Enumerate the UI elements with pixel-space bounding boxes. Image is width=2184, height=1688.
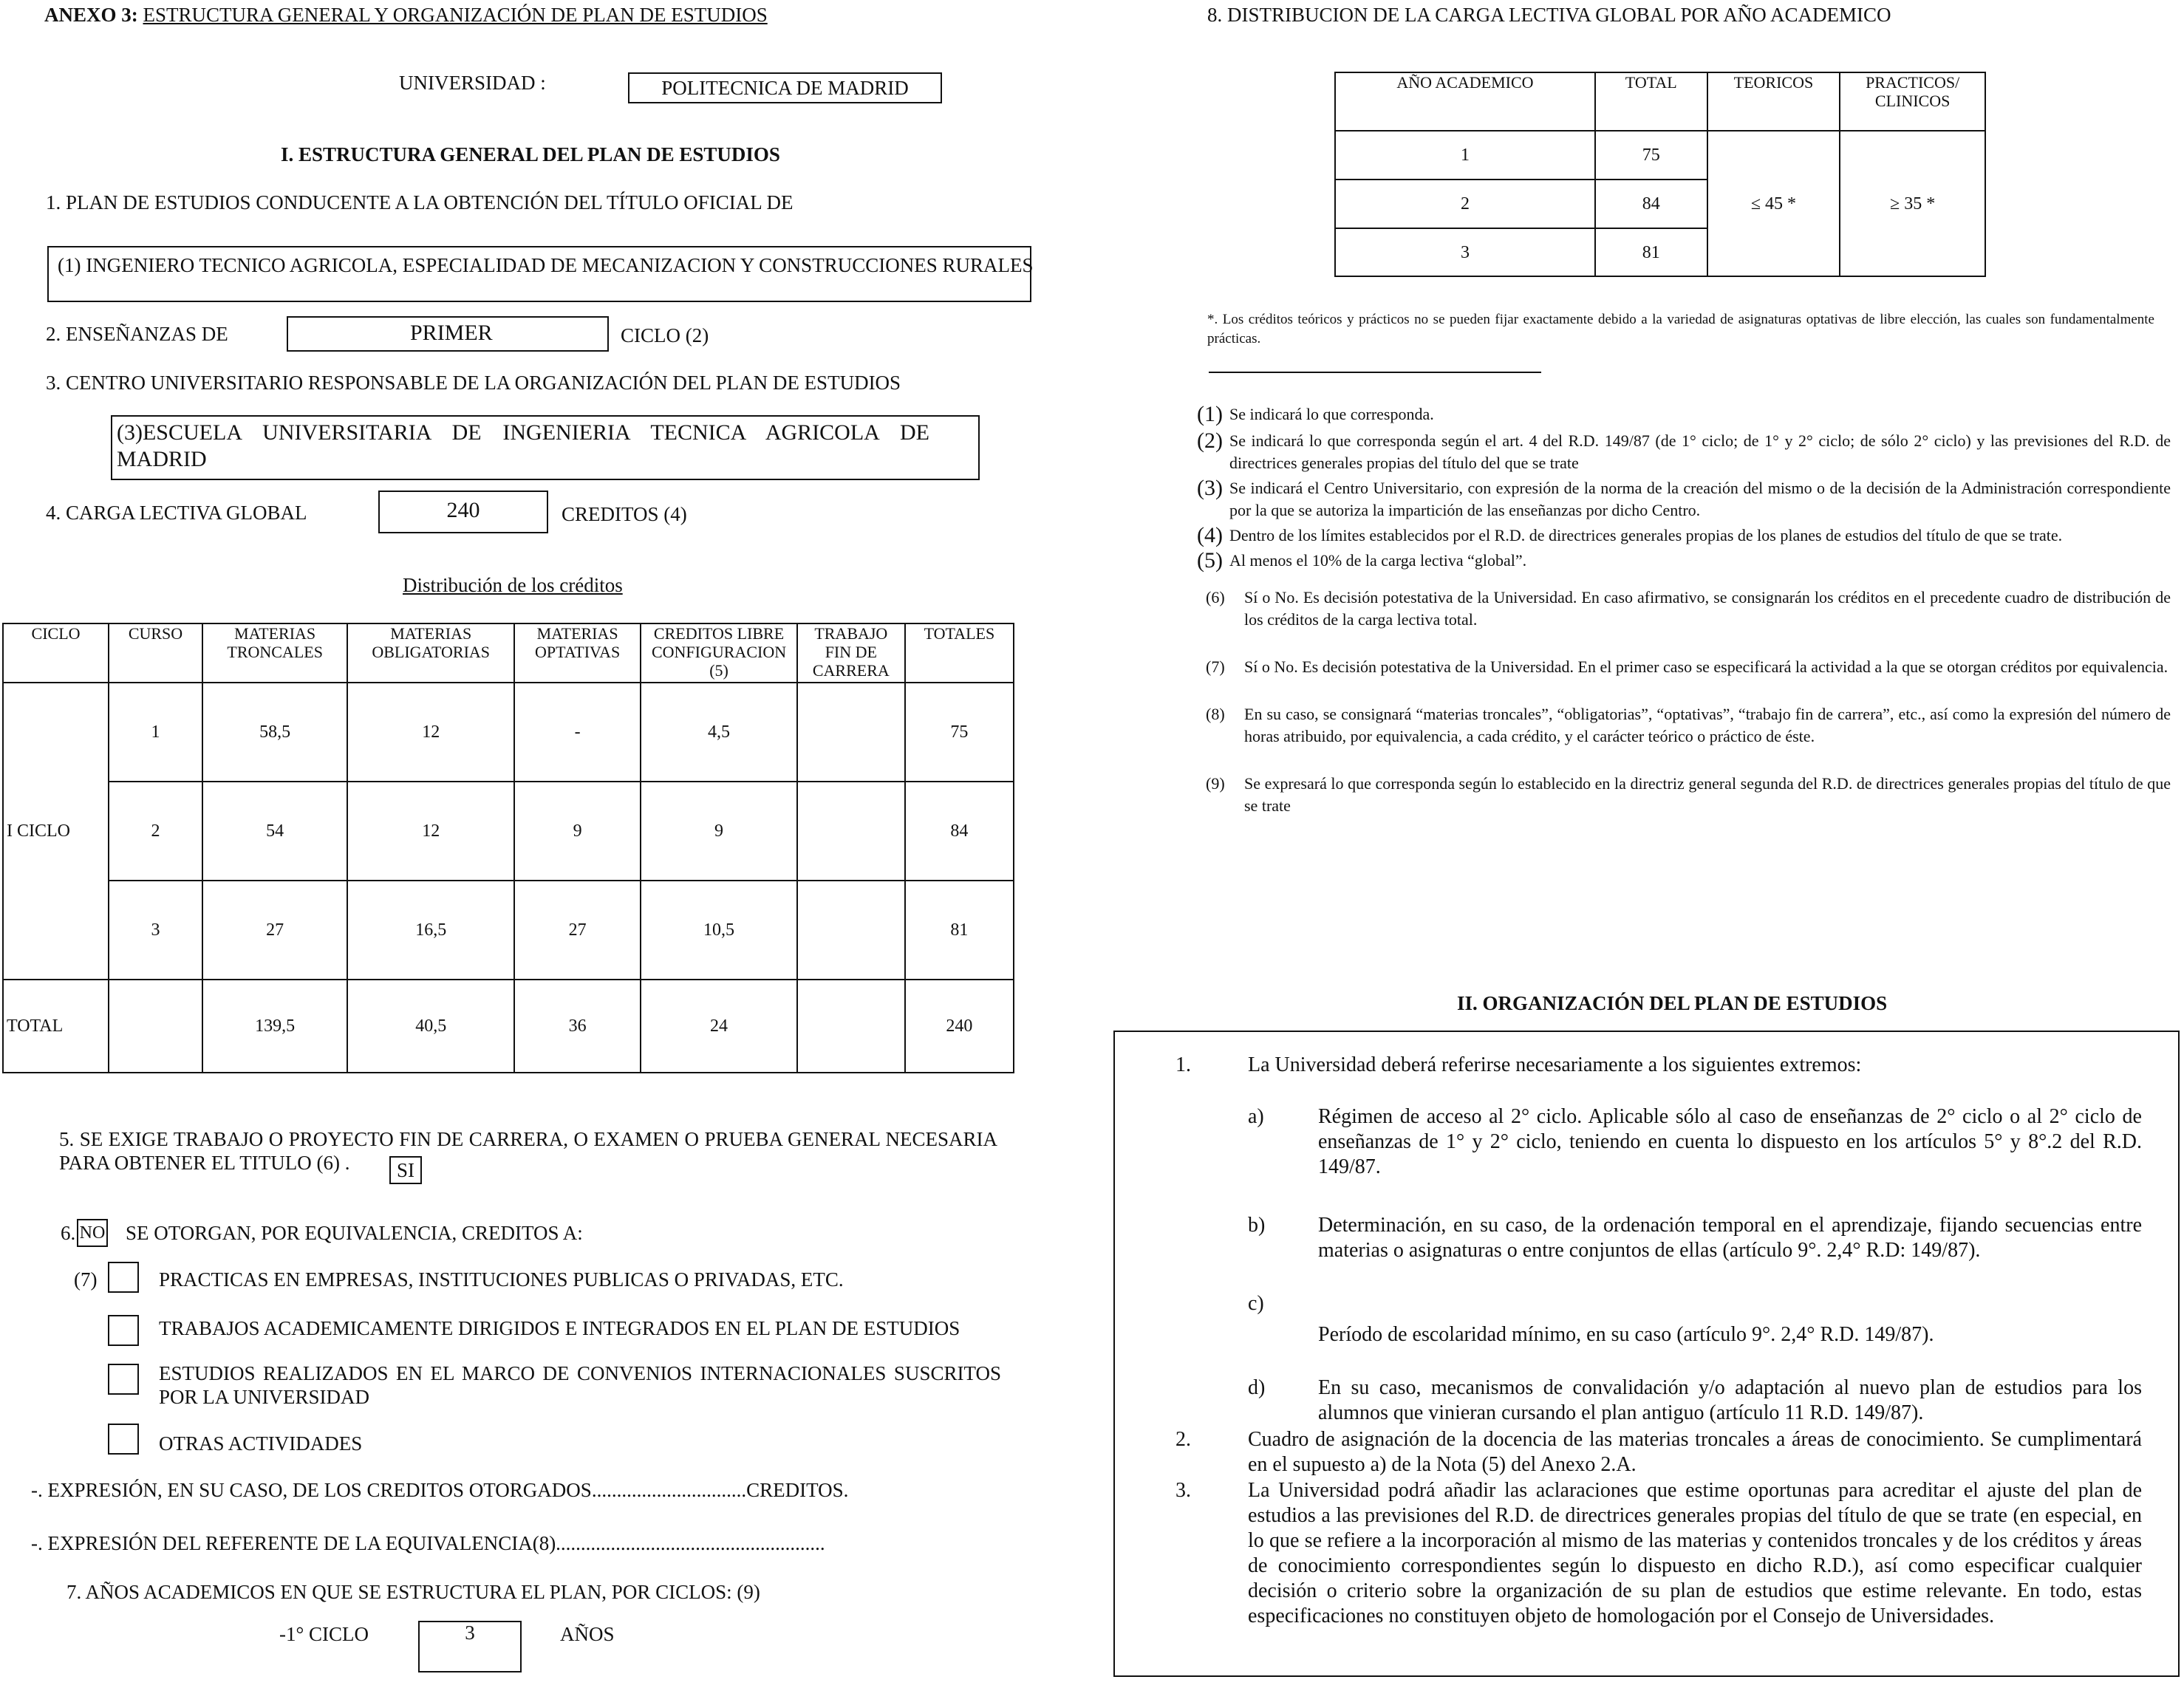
table-cell — [109, 980, 202, 1073]
carga-field — [378, 491, 548, 533]
table-cell: 2 — [109, 782, 202, 881]
table-cell: 12 — [347, 782, 514, 881]
s2-paragraph-2: Cuadro de asignación de la docencia de las materias troncales a áreas de conocimiento. Se cumplimentará en el supuesto a) de la Nota (5) del Anexo 2.A. — [1248, 1428, 2142, 1476]
table-cell: 12 — [347, 683, 514, 782]
s2-letter-d: d) — [1248, 1376, 1266, 1399]
item7-value-box — [418, 1621, 522, 1672]
total-label: TOTAL — [3, 980, 109, 1073]
note-text: Sí o No. Es decisión potestativa de la Universidad. En caso afirmativo, se consignarán los créditos en el precedente cuadro de distribución de los créditos de la carga lectiva total. — [1244, 588, 2171, 629]
note-number: (3) — [1197, 476, 1223, 500]
notes-list — [1197, 403, 2171, 817]
col-teoricos: TEORICOS — [1707, 72, 1840, 131]
centro-value: (3)ESCUELA UNIVERSITARIA DE INGENIERIA TECNICA AGRICOLA DE MADRID — [117, 420, 929, 471]
item5-note: (6) . — [316, 1152, 350, 1174]
distribution-table — [2, 623, 1014, 1073]
trabajos-checkbox[interactable] — [108, 1315, 139, 1346]
s2-num-3: 3. — [1175, 1479, 1191, 1502]
ensenanzas-value: PRIMER — [410, 321, 493, 345]
carga-value: 240 — [446, 498, 480, 522]
note-number: (5) — [1197, 548, 1223, 573]
note-number: (7) — [1206, 657, 1225, 676]
table-cell: 58,5 — [202, 683, 347, 782]
col-practicos: PRACTICOS/ CLINICOS — [1840, 72, 1985, 131]
note-item — [1197, 550, 2171, 572]
item7-ciclo: -1° CICLO — [279, 1623, 369, 1645]
option-otras: OTRAS ACTIVIDADES — [159, 1432, 363, 1455]
ciclo-cell: I CICLO — [3, 683, 109, 980]
item8-footnote: *. Los créditos teóricos y prácticos no se pueden fijar exactamente debido a la variedad de asignaturas optativas de libre elección, las cuales son fundamentalmente prácticas. — [1207, 312, 2154, 346]
practicas-checkbox[interactable] — [108, 1262, 139, 1293]
title-value: (1) INGENIERO TECNICO AGRICOLA, ESPECIALIDAD DE MECANIZACION Y CONSTRUCCIONES RURALES — [58, 254, 1034, 276]
table-total-row — [3, 980, 1014, 1073]
col-ano-academico: AÑO ACADEMICO — [1335, 72, 1595, 131]
item7-suffix: AÑOS — [560, 1623, 615, 1645]
table-cell: 1 — [1335, 131, 1595, 180]
table-cell: 4,5 — [641, 683, 797, 782]
note-item — [1197, 403, 2171, 426]
table-cell: 54 — [202, 782, 347, 881]
item7-label: 7. AÑOS ACADEMICOS EN QUE SE ESTRUCTURA EL PLAN, POR CICLOS: (9) — [66, 1581, 760, 1603]
table-cell: 75 — [1595, 131, 1707, 180]
item8-label: 8. DISTRIBUCION DE LA CARGA LECTIVA GLOBAL POR AÑO ACADEMICO — [1207, 4, 1891, 26]
table-cell: 36 — [514, 980, 641, 1073]
option-practicas: PRACTICAS EN EMPRESAS, INSTITUCIONES PUBLICAS O PRIVADAS, ETC. — [159, 1268, 844, 1291]
table-row — [3, 881, 1014, 980]
item1-label: 1. PLAN DE ESTUDIOS CONDUCENTE A LA OBTENCIÓN DEL TÍTULO OFICIAL DE — [46, 191, 794, 213]
table-cell — [797, 782, 905, 881]
s2-item-c: Período de escolaridad mínimo, en su caso (artículo 9°. 2,4° R.D. 149/87). — [1318, 1323, 1934, 1346]
item6-label: SE OTORGAN, POR EQUIVALENCIA, CREDITOS A: — [126, 1222, 583, 1244]
item2-suffix: CICLO (2) — [621, 324, 709, 346]
col-libre-configuracion: CREDITOS LIBRE CONFIGURACION (5) — [641, 623, 797, 683]
note-item — [1197, 773, 2171, 817]
col-troncales: MATERIAS TRONCALES — [202, 623, 347, 683]
table-header-row — [1335, 72, 1985, 131]
table-cell: 16,5 — [347, 881, 514, 980]
s2-item-b: Determinación, en su caso, de la ordenación temporal en el aprendizaje, fijando secuencias entre materias o asignaturas o entre conjuntos de ellas (artículo 9°. 2,4° R.D: 149/87). — [1318, 1214, 2142, 1262]
table-cell: 40,5 — [347, 980, 514, 1073]
annex-title: ESTRUCTURA GENERAL Y ORGANIZACIÓN DE PLAN DE ESTUDIOS — [143, 4, 768, 26]
option-trabajos: TRABAJOS ACADEMICAMENTE DIRIGIDOS E INTEGRADOS EN EL PLAN DE ESTUDIOS — [159, 1317, 960, 1339]
note-text: Dentro de los límites establecidos por el R.D. de directrices generales propias de los planes de estudios del título de que se trate. — [1229, 526, 2063, 544]
note-text: Al menos el 10% de la carga lectiva “global”. — [1229, 551, 1527, 570]
table-cell — [797, 980, 905, 1073]
table-cell: 81 — [905, 881, 1014, 980]
table-cell: 1 — [109, 683, 202, 782]
practicos-cell: ≥ 35 * — [1840, 131, 1985, 276]
table-cell: 9 — [514, 782, 641, 881]
s2-item-d: En su caso, mecanismos de convalidación y/o adaptación al nuevo plan de estudios para los alumnos que vinieran cursando el plan antiguo (artículo 11 R.D. 149/87). — [1318, 1376, 2142, 1424]
expresion-creditos: -. EXPRESIÓN, EN SU CASO, DE LOS CREDITOS OTORGADOS...............................CREDITOS. — [31, 1479, 849, 1501]
s2-num-2: 2. — [1175, 1428, 1191, 1451]
note-item — [1197, 477, 2171, 522]
title-field — [47, 246, 1034, 302]
note-text: Sí o No. Es decisión potestativa de la Universidad. En el primer caso se especificará la actividad a la que se otorgan créditos por equivalencia. — [1244, 657, 2168, 676]
table-cell: 10,5 — [641, 881, 797, 980]
table-cell: 139,5 — [202, 980, 347, 1073]
table-cell — [797, 683, 905, 782]
item6-answer-box — [77, 1219, 108, 1247]
col-curso: CURSO — [109, 623, 202, 683]
col-total: TOTAL — [1595, 72, 1707, 131]
table-cell: 27 — [202, 881, 347, 980]
centro-field — [111, 415, 980, 480]
table-cell: 3 — [109, 881, 202, 980]
item3-label: 3. CENTRO UNIVERSITARIO RESPONSABLE DE LA ORGANIZACIÓN DEL PLAN DE ESTUDIOS — [46, 372, 901, 394]
expresion-referente: -. EXPRESIÓN DEL REFERENTE DE LA EQUIVALENCIA(8)...................................................... — [31, 1532, 825, 1554]
option-estudios: ESTUDIOS REALIZADOS EN EL MARCO DE CONVENIOS INTERNACIONALES SUSCRITOS POR LA UNIVERSIDAD — [159, 1362, 1001, 1408]
item6-prefix: 6. — [61, 1222, 76, 1244]
table-cell: 9 — [641, 782, 797, 881]
item4-suffix: CREDITOS (4) — [562, 503, 687, 525]
table-cell: 240 — [905, 980, 1014, 1073]
table-row — [3, 782, 1014, 881]
note-number: (8) — [1206, 705, 1225, 723]
item4-label: 4. CARGA LECTIVA GLOBAL — [46, 502, 307, 524]
teoricos-cell: ≤ 45 * — [1707, 131, 1840, 276]
col-obligatorias: MATERIAS OBLIGATORIAS — [347, 623, 514, 683]
table-row — [1335, 131, 1985, 180]
item5-answer: SI — [396, 1159, 414, 1181]
annex-heading — [44, 3, 768, 27]
item7-value: 3 — [465, 1622, 475, 1644]
table-cell: 84 — [1595, 180, 1707, 228]
table-cell — [797, 881, 905, 980]
s2-paragraph-1: La Universidad deberá referirse necesariamente a los siguientes extremos: — [1248, 1053, 1862, 1076]
estudios-checkbox[interactable] — [108, 1364, 139, 1395]
item2-label: 2. ENSEÑANZAS DE — [46, 323, 228, 345]
table-cell: 2 — [1335, 180, 1595, 228]
table-cell: 27 — [514, 881, 641, 980]
item5-answer-box — [389, 1156, 422, 1184]
note-item — [1197, 656, 2171, 678]
table-cell: 81 — [1595, 228, 1707, 276]
note-number: (4) — [1197, 523, 1223, 547]
s2-paragraph-3: La Universidad podrá añadir las aclaraciones que estime oportunas para acreditar el ajuste del plan de estudios a las previsiones del R.D. de directrices generales propias del título de que se trate (en especial, en lo que se refiere a la incorporación al mismo de las materias y contenidos troncales y de los créditos y áreas de conocimiento correspondientes según lo dispuesto en dicho R.D.), así como especificar cualquier decisión o criterio sobre la organización de su plan de estudios que estime relevante. En todo, estas especificaciones no constituyen objeto de homologación por el Consejo de Universidades. — [1248, 1479, 2142, 1627]
note-item — [1197, 524, 2171, 547]
s2-letter-c: c) — [1248, 1292, 1264, 1315]
note-text: Se expresará lo que corresponda según lo establecido en la directriz general segunda del R.D. de directrices generales propias del título de que se trate — [1244, 774, 2171, 815]
item6-answer: NO — [79, 1223, 106, 1243]
distribution-title: Distribución de los créditos — [403, 574, 623, 596]
section2-title: II. ORGANIZACIÓN DEL PLAN DE ESTUDIOS — [1457, 992, 1888, 1014]
table-row — [3, 683, 1014, 782]
annex-label: ANEXO 3: — [44, 4, 138, 26]
note-number: (1) — [1197, 402, 1223, 426]
s2-item-a: Régimen de acceso al 2° ciclo. Aplicable sólo al caso de enseñanzas de 2° ciclo o al 2° ciclo de enseñanzas de 1° y 2° ciclo, teniendo en cuenta lo dispuesto en los artículos 5° y 8°.2 del R.D. 149/87. — [1318, 1105, 2142, 1178]
otras-checkbox[interactable] — [108, 1424, 139, 1455]
table-cell: 84 — [905, 782, 1014, 881]
ensenanzas-field — [287, 316, 609, 352]
note-text: Se indicará lo que corresponda. — [1229, 405, 1434, 423]
col-ciclo: CICLO — [3, 623, 109, 683]
s2-letter-a: a) — [1248, 1105, 1264, 1128]
note-number: (2) — [1197, 428, 1223, 453]
item6-seven: (7) — [74, 1268, 98, 1291]
table-cell: 24 — [641, 980, 797, 1073]
s2-num-1: 1. — [1175, 1053, 1191, 1076]
section1-title: I. ESTRUCTURA GENERAL DEL PLAN DE ESTUDIOS — [281, 143, 780, 165]
note-item — [1197, 587, 2171, 631]
table-header-row — [3, 623, 1014, 683]
s2-letter-b: b) — [1248, 1214, 1266, 1237]
footnote-divider — [1209, 372, 1541, 373]
col-optativas: MATERIAS OPTATIVAS — [514, 623, 641, 683]
table-cell: - — [514, 683, 641, 782]
item5-text — [59, 1127, 997, 1175]
col-totales: TOTALES — [905, 623, 1014, 683]
note-number: (6) — [1206, 588, 1225, 606]
carga-anual-table — [1334, 72, 1986, 277]
item5-question: 5. SE EXIGE TRABAJO O PROYECTO FIN DE CARRERA, O EXAMEN O PRUEBA GENERAL NECESARIA PARA OBTENER EL TITULO — [59, 1128, 997, 1174]
note-text: Se indicará lo que corresponda según el art. 4 del R.D. 149/87 (de 1° ciclo; de 1° y 2° ciclo; de sólo 2° ciclo) y las previsiones del R.D. de directrices generales propias del título del que se trate — [1229, 431, 2171, 472]
university-field — [628, 72, 942, 103]
table-cell: 3 — [1335, 228, 1595, 276]
note-number: (9) — [1206, 774, 1225, 793]
university-label: UNIVERSIDAD : — [399, 72, 546, 94]
note-item — [1197, 430, 2171, 474]
section2-box — [1113, 1031, 2180, 1677]
note-text: Se indicará el Centro Universitario, con expresión de la norma de la creación del mismo o de la decisión de la Administración correspondiente por la que se autoriza la impartición de las enseñanzas por dicho Centro. — [1229, 479, 2171, 519]
note-text: En su caso, se consignará “materias troncales”, “obligatorias”, “optativas”, “trabajo fin de carrera”, etc., así como la expresión del número de horas atribuido, por equivalencia, a cada crédito, y el carácter teórico o práctico de éste. — [1244, 705, 2171, 745]
university-value: POLITECNICA DE MADRID — [661, 77, 909, 99]
col-trabajo-fin: TRABAJO FIN DE CARRERA — [797, 623, 905, 683]
note-item — [1197, 703, 2171, 748]
table-cell: 75 — [905, 683, 1014, 782]
